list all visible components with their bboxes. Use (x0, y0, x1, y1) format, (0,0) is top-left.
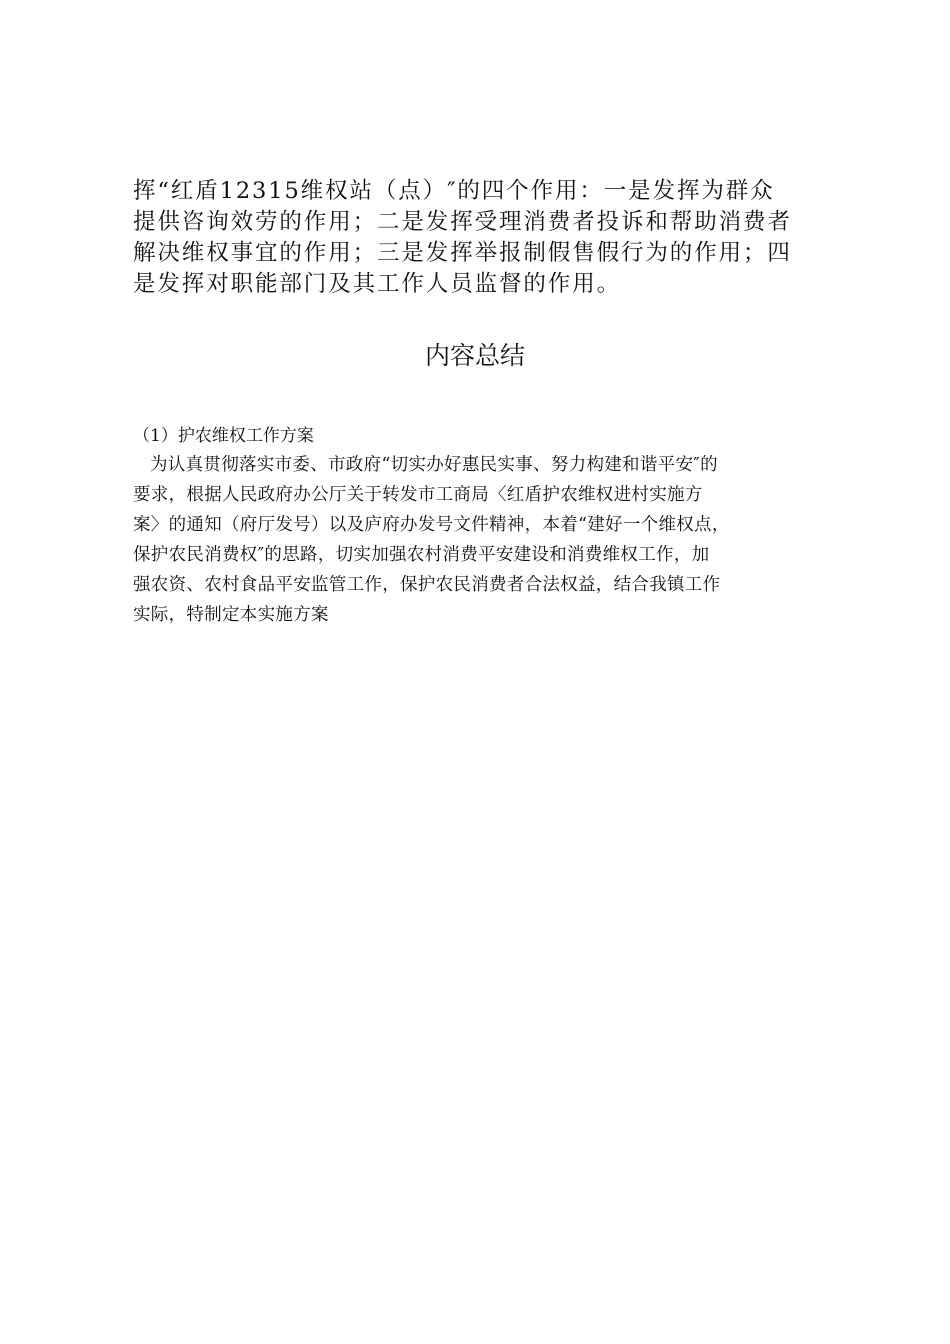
text-line: 挥“红盾12315维权站（点）″的四个作用：一是发挥为群众 (133, 178, 775, 204)
section-heading: 内容总结 (424, 341, 525, 370)
text-line: 实际，特制定本实施方案 (133, 605, 329, 625)
subsection-label: （1）护农维权工作方案 (133, 426, 314, 446)
text-line: 强农资、农村食品平安监管工作，保护农民消费者合法权益，结合我镇工作 (133, 575, 721, 595)
text-line: 案〉的通知（府厅发号）以及庐府办发号文件精神，本着“建好一个维权点， (133, 515, 730, 535)
text-line: 要求，根据人民政府办公厅关于转发市工商局〈红盾护农维权进村实施方 (133, 485, 703, 505)
text-line: 提供咨询效劳的作用；二是发挥受理消费者投诉和帮助消费者 (133, 209, 792, 235)
text-line: 为认真贯彻落实市委、市政府“切实办好惠民实事、努力构建和谐平安″的 (150, 455, 718, 475)
text-line: 是发挥对职能部门及其工作人员监督的作用。 (133, 271, 622, 297)
text-line: 保护农民消费权″的思路，切实加强农村消费平安建设和消费维权工作，加 (133, 545, 710, 565)
text-line: 解决维权事宜的作用；三是发挥举报制假售假行为的作用；四 (133, 240, 792, 266)
